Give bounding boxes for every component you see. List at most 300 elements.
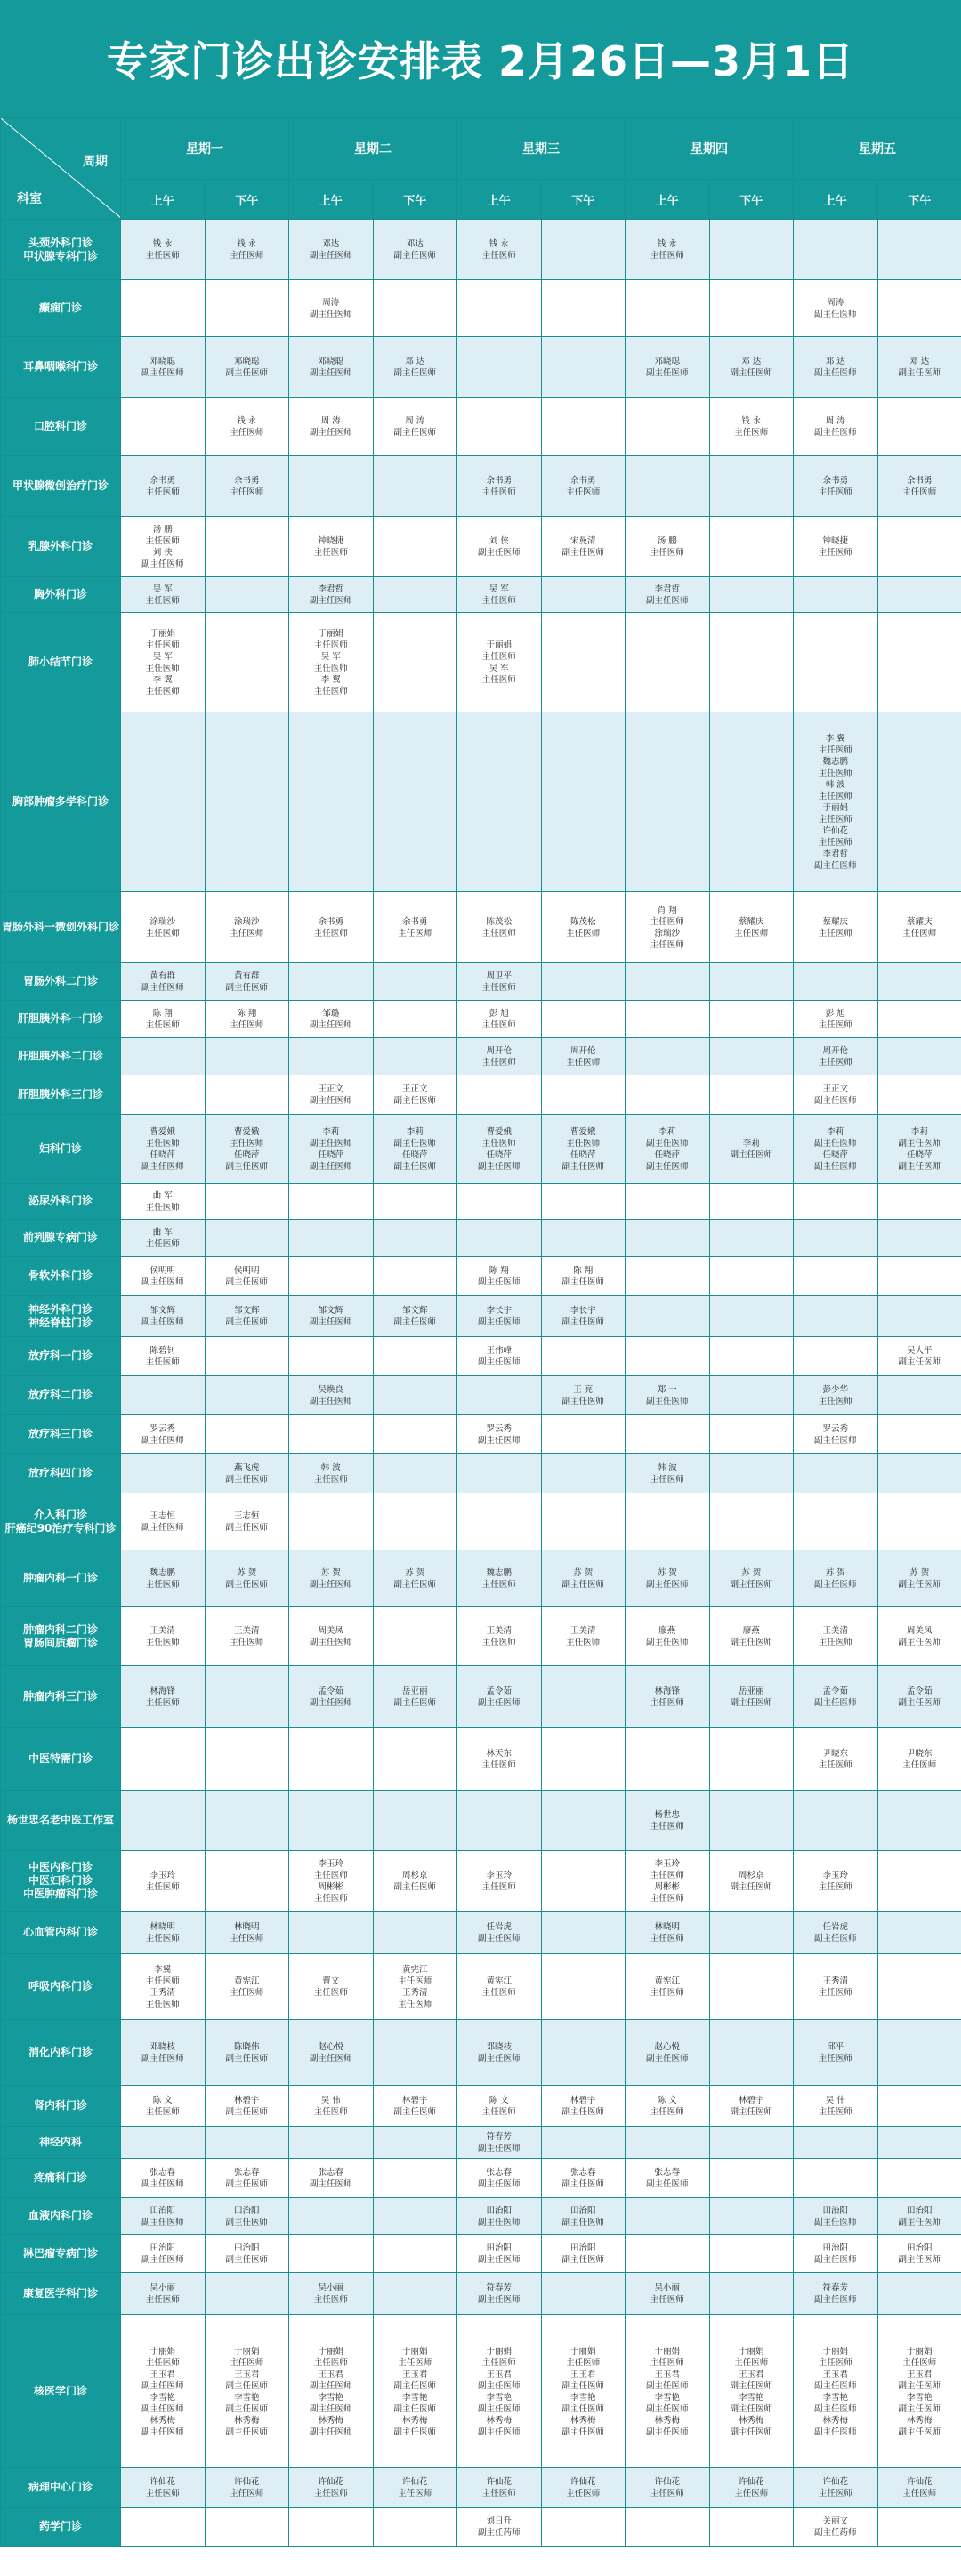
day-header-wed: 星期三	[457, 118, 626, 180]
doctor-name: 王玉君	[149, 2369, 175, 2379]
schedule-cell	[877, 1415, 961, 1454]
schedule-cell	[794, 1954, 878, 2020]
schedule-cell	[626, 1415, 710, 1454]
doctor-name: 任晓萍	[149, 1149, 175, 1160]
doctor-title: 主任医师	[145, 595, 180, 606]
schedule-cell	[373, 963, 457, 1001]
table-row	[1, 1220, 961, 1257]
schedule-cell	[541, 1038, 626, 1075]
schedule-cell	[794, 1666, 878, 1728]
schedule-cell	[541, 2127, 626, 2159]
schedule-cell	[794, 2127, 878, 2159]
schedule-cell	[289, 1075, 374, 1115]
doctor-name: 罗云秀	[486, 1423, 512, 1434]
doctor-name: 王美清	[569, 1625, 596, 1636]
department-name: 中医妇科门诊	[28, 1874, 93, 1887]
schedule-cell	[457, 2273, 542, 2315]
doctor-title: 副主任医师	[309, 2380, 352, 2391]
doctor-title: 主任医师	[230, 250, 264, 261]
doctor-title: 主任医师	[650, 1821, 684, 1831]
doctor-name: 于丽娟	[149, 2346, 175, 2356]
doctor-title: 主任医师	[398, 2488, 432, 2499]
doctor-name: 曹文	[322, 1976, 340, 1986]
department-cell	[1, 892, 121, 963]
doctor-title: 副主任医师	[730, 2427, 772, 2437]
schedule-cell	[626, 280, 710, 337]
schedule-cell	[541, 712, 626, 892]
schedule-cell	[205, 577, 289, 613]
schedule-cell	[289, 2315, 374, 2468]
doctor-name: 李莉	[658, 1126, 676, 1137]
doctor-name: 李 翼	[152, 674, 173, 685]
doctor-title: 主任医师	[818, 1759, 852, 1770]
doctor-title: 主任医师	[398, 1999, 432, 2009]
schedule-cell	[289, 1550, 374, 1607]
department-name: 中医内科门诊	[28, 1861, 93, 1873]
schedule-cell	[877, 2508, 961, 2547]
doctor-title: 副主任医师	[225, 1522, 268, 1533]
doctor-title: 主任医师	[145, 1238, 180, 1249]
doctor-title: 主任医师	[145, 1356, 180, 1367]
am-header: 上午	[626, 180, 710, 220]
doctor-name: 汤 鹏	[152, 524, 173, 535]
schedule-cell	[541, 517, 626, 577]
schedule-cell	[877, 1296, 961, 1337]
department-name: 放疗科四门诊	[28, 1467, 93, 1479]
department-name: 口腔科门诊	[33, 420, 87, 432]
doctor-title: 副主任医师	[141, 2053, 184, 2064]
schedule-cell	[541, 1666, 626, 1728]
doctor-name: 陈 翔	[573, 1265, 594, 1276]
schedule-cell	[289, 1607, 374, 1666]
doctor-name: 王玉君	[822, 2369, 848, 2379]
doctor-title: 主任医师	[230, 1933, 264, 1944]
schedule-cell	[877, 456, 961, 517]
schedule-cell	[626, 2315, 710, 2468]
doctor-title: 副主任医师	[393, 1161, 436, 1171]
schedule-cell	[541, 2198, 626, 2235]
schedule-cell	[709, 2020, 794, 2086]
schedule-cell	[289, 398, 374, 456]
doctor-name: 李君哲	[654, 584, 680, 594]
doctor-name: 田治阳	[486, 2242, 512, 2253]
doctor-title: 主任医师	[734, 928, 769, 938]
schedule-cell	[457, 1728, 542, 1791]
schedule-cell	[794, 1454, 878, 1493]
doctor-name: 许仙花	[233, 2476, 260, 2487]
doctor-title: 主任医师	[566, 1057, 601, 1067]
schedule-cell	[121, 1493, 206, 1550]
doctor-name: 王玉君	[569, 2369, 596, 2379]
doctor-name: 魏志鹏	[149, 1567, 175, 1578]
schedule-cell	[877, 1851, 961, 1912]
doctor-title: 主任医师	[313, 2294, 348, 2305]
doctor-name: 邹文辉	[233, 1305, 260, 1316]
schedule-cell	[877, 1550, 961, 1607]
doctor-name: 李莉	[827, 1126, 844, 1137]
doctor-name: 余书勇	[401, 916, 428, 927]
doctor-title: 副主任医师	[225, 1161, 268, 1171]
schedule-cell	[626, 1075, 710, 1115]
doctor-title: 主任医师	[650, 1474, 684, 1485]
doctor-title: 副主任医师	[645, 2178, 689, 2189]
doctor-name: 李君哲	[822, 849, 848, 859]
doctor-name: 李玉玲	[822, 1870, 848, 1880]
schedule-cell	[289, 280, 374, 337]
schedule-cell	[289, 1493, 374, 1550]
doctor-title: 副主任医师	[393, 1095, 436, 1106]
schedule-cell	[205, 398, 289, 456]
doctor-title: 主任医师	[481, 595, 516, 606]
doctor-title: 主任医师	[734, 2357, 769, 2368]
schedule-cell	[709, 2235, 794, 2273]
doctor-title: 副主任医师	[898, 1161, 941, 1171]
doctor-name: 张志春	[569, 2167, 596, 2178]
schedule-cell	[289, 963, 374, 1001]
schedule-cell	[373, 1791, 457, 1851]
doctor-title: 主任医师	[818, 928, 852, 938]
doctor-title: 副主任医师	[225, 1276, 268, 1287]
doctor-title: 主任医师	[481, 487, 516, 497]
doctor-title: 主任医师	[313, 1893, 348, 1904]
corner-week-label: 周期	[83, 155, 108, 169]
table-row	[1, 1912, 961, 1954]
doctor-title: 副主任医师	[141, 1435, 184, 1445]
schedule-cell	[709, 2273, 794, 2315]
doctor-title: 主任医师	[481, 1579, 516, 1590]
schedule-cell	[794, 1075, 878, 1115]
doctor-title: 副主任医师	[645, 1161, 689, 1171]
schedule-cell	[121, 2315, 206, 2468]
schedule-cell	[794, 1728, 878, 1791]
doctor-title: 副主任医师	[898, 1356, 941, 1367]
doctor-name: 李莉	[406, 1126, 424, 1137]
doctor-name: 黄有群	[233, 970, 260, 981]
doctor-name: 王玉君	[318, 2369, 343, 2379]
doctor-title: 主任医师	[145, 1637, 180, 1647]
doctor-title: 主任医师	[230, 2357, 264, 2368]
doctor-name: 王玉君	[486, 2369, 512, 2379]
doctor-title: 主任医师	[650, 1893, 684, 1904]
doctor-name: 田治阳	[906, 2205, 933, 2216]
schedule-cell	[626, 1666, 710, 1728]
doctor-name: 李玉玲	[486, 1870, 512, 1880]
schedule-cell	[877, 1607, 961, 1666]
doctor-name: 于丽娟	[654, 2346, 680, 2356]
schedule-cell	[877, 398, 961, 456]
doctor-name: 邓达	[406, 238, 424, 249]
schedule-cell	[626, 1851, 710, 1912]
doctor-name: 蔡耀庆	[822, 916, 848, 927]
schedule-cell	[289, 456, 374, 517]
schedule-cell	[457, 712, 542, 892]
schedule-cell	[877, 1454, 961, 1493]
doctor-name: 邓晓枝	[149, 2041, 175, 2052]
schedule-cell	[289, 2273, 374, 2315]
schedule-table	[0, 117, 961, 2547]
doctor-title: 主任医师	[145, 2488, 180, 2499]
doctor-title: 副主任医师	[309, 2178, 352, 2189]
doctor-name: 田治阳	[149, 2205, 175, 2216]
department-cell	[1, 2273, 121, 2315]
doctor-name: 钟晓捷	[822, 535, 848, 546]
schedule-cell	[877, 1954, 961, 2020]
doctor-name: 李翼	[154, 1964, 172, 1975]
schedule-cell	[373, 1851, 457, 1912]
doctor-title: 副主任医师	[730, 2403, 772, 2414]
table-row	[1, 2127, 961, 2159]
doctor-title: 副主任医师	[477, 2143, 521, 2153]
schedule-cell	[289, 2198, 374, 2235]
schedule-cell	[373, 2159, 457, 2198]
doctor-title: 主任医师	[230, 487, 264, 497]
schedule-cell	[626, 2235, 710, 2273]
doctor-title: 副主任医师	[477, 1276, 521, 1287]
doctor-title: 副主任医师	[225, 1579, 268, 1590]
doctor-title: 副主任医师	[225, 1474, 268, 1485]
schedule-cell	[373, 1257, 457, 1296]
doctor-name: 李雪艳	[569, 2392, 596, 2403]
doctor-title: 副主任医师	[561, 2178, 604, 2189]
schedule-cell	[121, 1550, 206, 1607]
doctor-name: 林碧宇	[233, 2095, 260, 2105]
doctor-title: 副主任医师	[309, 1396, 352, 1406]
doctor-title: 副主任医师	[645, 1579, 689, 1590]
schedule-cell	[457, 1791, 542, 1851]
header-corner	[1, 118, 121, 220]
doctor-name: 陈 翔	[237, 1008, 257, 1018]
schedule-cell	[457, 1075, 542, 1115]
schedule-cell	[289, 1038, 374, 1075]
doctor-title: 副主任医师	[141, 559, 184, 569]
doctor-name: 邓晓聪	[318, 356, 343, 366]
schedule-cell	[709, 613, 794, 712]
doctor-title: 副主任医师	[813, 1933, 857, 1944]
doctor-title: 副主任医师	[898, 1697, 941, 1708]
schedule-cell	[457, 2086, 542, 2127]
doctor-name: 邓达	[322, 238, 340, 249]
schedule-cell	[457, 2468, 542, 2508]
doctor-name: 钱 永	[152, 238, 173, 249]
doctor-title: 副主任医师	[813, 1435, 857, 1445]
department-name: 杨世忠名老中医工作室	[6, 1814, 114, 1826]
doctor-title: 主任医师	[650, 547, 684, 558]
doctor-name: 魏志鹏	[822, 756, 848, 767]
doctor-title: 副主任医师	[561, 2254, 604, 2265]
doctor-name: 罗云秀	[822, 1423, 848, 1434]
schedule-cell	[794, 1220, 878, 1257]
schedule-cell	[457, 1337, 542, 1376]
doctor-name: 孟令茹	[906, 1686, 933, 1696]
doctor-name: 王玉君	[906, 2369, 933, 2379]
schedule-cell	[877, 2020, 961, 2086]
department-name: 疼痛科门诊	[33, 2171, 87, 2184]
schedule-cell	[205, 1550, 289, 1607]
doctor-title: 主任医师	[481, 928, 516, 938]
schedule-cell	[121, 1791, 206, 1851]
doctor-title: 主任医师	[818, 1057, 852, 1067]
schedule-cell	[289, 1337, 374, 1376]
doctor-title: 主任医师	[230, 928, 264, 938]
doctor-name: 廖燕	[742, 1625, 760, 1636]
doctor-title: 主任医师	[481, 1019, 516, 1030]
department-name: 头颈外科门诊	[28, 236, 93, 249]
schedule-cell	[205, 456, 289, 517]
schedule-cell	[373, 517, 457, 577]
department-name: 血液内科门诊	[28, 2210, 93, 2222]
department-cell	[1, 456, 121, 517]
doctor-title: 副主任医师	[225, 2053, 268, 2064]
doctor-title: 主任医师	[230, 1637, 264, 1647]
schedule-cell	[121, 1115, 206, 1184]
schedule-cell	[289, 2508, 374, 2547]
schedule-cell	[709, 2508, 794, 2547]
doctor-name: 曹爱娥	[233, 1126, 260, 1137]
doctor-name: 王 亮	[573, 1384, 594, 1395]
doctor-title: 主任医师	[481, 250, 516, 261]
schedule-cell	[877, 337, 961, 398]
department-name: 肺小结节门诊	[28, 656, 93, 668]
doctor-name: 周彬彬	[318, 1881, 343, 1892]
schedule-cell	[709, 1296, 794, 1337]
doctor-title: 主任医师	[481, 2488, 516, 2499]
schedule-cell	[373, 1038, 457, 1075]
schedule-cell	[626, 892, 710, 963]
department-cell	[1, 1337, 121, 1376]
schedule-cell	[121, 2020, 206, 2086]
doctor-title: 副主任医师	[225, 2403, 268, 2414]
doctor-title: 副主任医师	[645, 1396, 689, 1406]
doctor-title: 副主任医师	[813, 1579, 857, 1590]
department-name: 妇科门诊	[38, 1142, 82, 1155]
doctor-name: 邓 达	[741, 356, 762, 366]
schedule-cell	[373, 1912, 457, 1954]
schedule-cell	[373, 577, 457, 613]
department-cell	[1, 1184, 121, 1220]
schedule-cell	[121, 337, 206, 398]
schedule-cell	[709, 2127, 794, 2159]
doctor-title: 主任医师	[902, 487, 937, 497]
doctor-name: 周 涛	[320, 415, 341, 426]
schedule-cell	[626, 1454, 710, 1493]
doctor-name: 田治阳	[233, 2242, 260, 2253]
doctor-title: 副主任医师	[225, 982, 268, 993]
doctor-name: 涂瑞沙	[233, 916, 260, 927]
schedule-cell	[709, 1038, 794, 1075]
schedule-cell	[205, 220, 289, 280]
doctor-title: 主任医师	[818, 487, 852, 497]
doctor-name: 邱平	[827, 2041, 844, 2052]
doctor-name: 于丽娟	[486, 2346, 512, 2356]
doctor-title: 主任医师	[481, 651, 516, 662]
schedule-cell	[709, 1337, 794, 1376]
schedule-cell	[541, 2468, 626, 2508]
table-row	[1, 1550, 961, 1607]
schedule-cell	[205, 2468, 289, 2508]
doctor-title: 主任医师	[481, 1637, 516, 1647]
schedule-cell	[205, 1115, 289, 1184]
doctor-name: 林秀梅	[654, 2415, 680, 2426]
doctor-name: 韩 波	[320, 1462, 341, 1473]
doctor-name: 曲 军	[152, 1190, 173, 1201]
doctor-title: 主任医师	[145, 1019, 180, 1030]
doctor-title: 主任医师	[313, 1474, 348, 1485]
doctor-name: 刘 侠	[152, 547, 173, 558]
schedule-cell	[541, 2315, 626, 2468]
schedule-cell	[289, 1376, 374, 1415]
department-name: 胃肠外科二门诊	[22, 975, 98, 987]
schedule-cell	[205, 280, 289, 337]
schedule-cell	[373, 1001, 457, 1038]
doctor-name: 符春芳	[486, 2282, 512, 2293]
schedule-cell	[121, 1184, 206, 1220]
doctor-name: 任晓萍	[401, 1149, 428, 1160]
doctor-name: 苏 贺	[320, 1567, 341, 1578]
doctor-title: 主任医师	[145, 250, 180, 261]
schedule-cell	[205, 2127, 289, 2159]
schedule-cell	[457, 2508, 542, 2547]
doctor-title: 主任医师	[145, 2357, 180, 2368]
department-name: 消化内科门诊	[28, 2046, 93, 2058]
schedule-cell	[373, 1075, 457, 1115]
doctor-name: 郑 一	[657, 1384, 677, 1395]
schedule-cell	[205, 1001, 289, 1038]
doctor-name: 林秀梅	[318, 2415, 343, 2426]
schedule-cell	[794, 398, 878, 456]
schedule-cell	[541, 1257, 626, 1296]
doctor-name: 韩 波	[657, 1462, 677, 1473]
doctor-name: 王志恒	[149, 1510, 175, 1521]
schedule-cell	[121, 1954, 206, 2020]
department-cell	[1, 1075, 121, 1115]
schedule-cell	[794, 1257, 878, 1296]
doctor-name: 周杉京	[401, 1870, 428, 1880]
doctor-title: 副主任医师	[898, 2217, 941, 2227]
schedule-cell	[373, 2127, 457, 2159]
doctor-title: 副主任医师	[141, 2254, 184, 2265]
department-name: 甲状腺专科门诊	[22, 249, 98, 262]
schedule-cell	[877, 712, 961, 892]
schedule-cell	[205, 1296, 289, 1337]
schedule-cell	[626, 1791, 710, 1851]
doctor-title: 主任医师	[145, 535, 180, 546]
doctor-name: 吴小丽	[318, 2282, 343, 2293]
schedule-cell	[541, 280, 626, 337]
doctor-name: 吴小丽	[149, 2282, 175, 2293]
department-name: 呼吸内科门诊	[28, 1980, 93, 1992]
doctor-name: 任岩虎	[822, 1921, 848, 1932]
schedule-cell	[541, 963, 626, 1001]
doctor-name: 李玉玲	[318, 1858, 343, 1869]
schedule-cell	[709, 1075, 794, 1115]
doctor-name: 王正文	[318, 1083, 343, 1094]
schedule-cell	[457, 1257, 542, 1296]
doctor-title: 副主任医师	[813, 2380, 857, 2391]
schedule-cell	[205, 2273, 289, 2315]
doctor-title: 主任医师	[313, 2488, 348, 2499]
schedule-cell	[373, 712, 457, 892]
doctor-name: 邹文辉	[318, 1305, 343, 1316]
doctor-title: 副主任医师	[730, 1637, 772, 1647]
schedule-cell	[541, 1001, 626, 1038]
department-cell	[1, 2159, 121, 2198]
schedule-cell	[457, 2198, 542, 2235]
schedule-cell	[289, 1954, 374, 2020]
doctor-name: 李长宇	[569, 1305, 596, 1316]
department-cell	[1, 1851, 121, 1912]
doctor-name: 李雪艳	[401, 2392, 428, 2403]
schedule-cell	[626, 2127, 710, 2159]
